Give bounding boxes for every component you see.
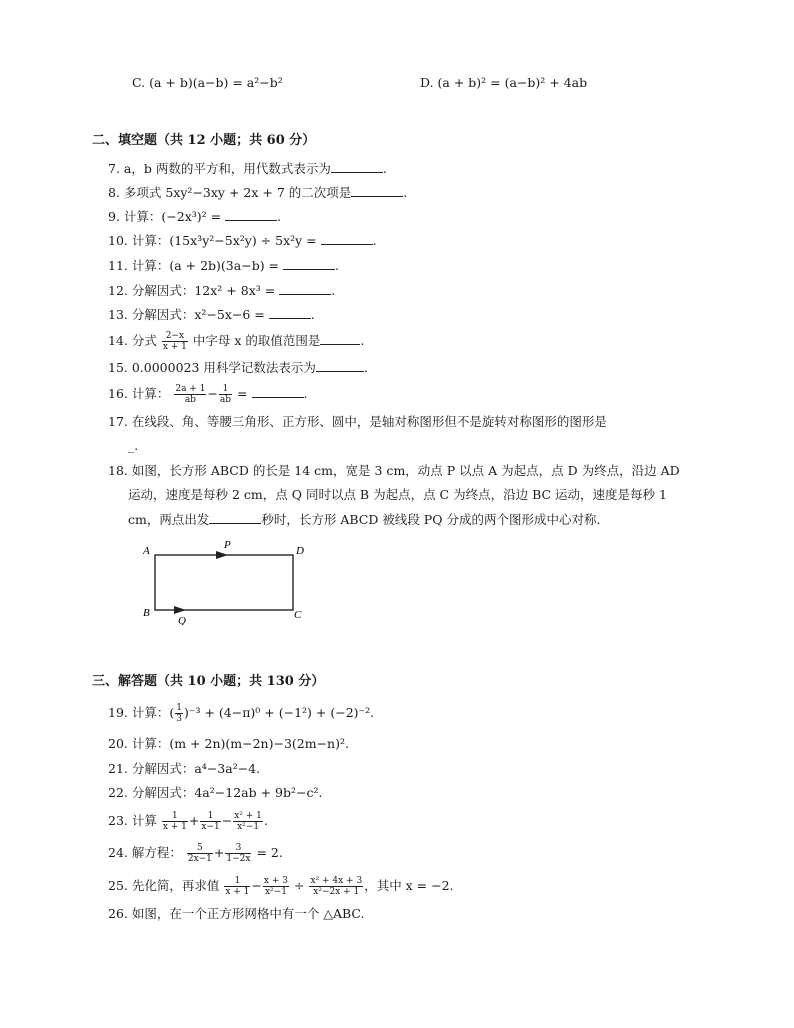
numerator: x² + 4x + 3 xyxy=(310,876,363,886)
question-17-line-2: _. xyxy=(128,438,139,453)
question-18-line-2: 运动，速度是每秒 2 cm，点 Q 同时以点 B 为起点，点 C 为终点，沿边 BC 运动，速度是每秒 1 xyxy=(128,487,667,502)
answer-blank xyxy=(269,305,311,319)
question-11: 11. 计算：(a + 2b)(3a−b) = . xyxy=(108,258,339,273)
option-c: C. (a + b)(a−b) = a²−b² xyxy=(132,75,283,90)
question-11-text: 11. 计算：(a + 2b)(3a−b) = xyxy=(108,258,280,273)
question-24 xyxy=(108,843,283,864)
numerator: 2−x xyxy=(162,331,188,342)
question-7-text: 7. a，b 两数的平方和，用代数式表示为 xyxy=(108,161,331,176)
question-25-tail: ，其中 x = −2. xyxy=(364,878,454,893)
option-d: D. (a + b)² = (a−b)² + 4ab xyxy=(420,75,588,90)
fraction xyxy=(175,703,183,724)
question-24-tail: = 2. xyxy=(256,845,283,860)
question-20: 20. 计算：(m + 2n)(m−2n)−3(2m−n)². xyxy=(108,736,349,751)
divide-sign: ÷ xyxy=(293,878,305,893)
question-21: 21. 分解因式：a⁴−3a²−4. xyxy=(108,761,261,776)
numerator: 1 xyxy=(224,876,250,887)
question-9-text: 9. 计算：(−2x³)² = xyxy=(108,209,222,224)
fraction xyxy=(162,331,188,352)
label-p: P xyxy=(224,540,231,551)
denominator: ab xyxy=(219,395,232,405)
question-19: 19. 计算：( $\frac{1}{3}$ )⁻³ + (4−π)⁰ + (−1²) + (−2)⁻². xyxy=(108,703,375,724)
denominator: 3 xyxy=(176,714,182,724)
numerator: x + 3 xyxy=(263,876,288,886)
question-17-line-1: 17. 在线段、角、等腰三角形、正方形、圆中，是轴对称图形但不是旋转对称图形的图形是 xyxy=(108,414,607,429)
question-8-text: 8. 多项式 5xy²−3xy + 2x + 7 的二次项是 xyxy=(108,185,352,200)
answer-blank xyxy=(331,159,383,173)
numerator: 2a + 1 xyxy=(175,384,206,394)
plus-sign: + xyxy=(213,845,225,860)
denominator: x + 1 xyxy=(225,887,250,897)
numerator: 1 xyxy=(200,811,220,822)
minus-sign: − xyxy=(221,813,233,828)
question-10-text: 10. 计算：(15x³y²−5x²y) ÷ 5x²y = xyxy=(108,233,317,248)
numerator: 3 xyxy=(225,843,251,854)
denominator: 2x−1 xyxy=(187,854,212,864)
question-14: 14. 分式 $\frac{2-x}{x + 1}$ 中字母 x 的取值范围是 . xyxy=(108,331,365,352)
question-12: 12. 分解因式：12x² + 8x³ = . xyxy=(108,283,336,298)
question-18-line-3-lead: cm，两点出发 xyxy=(128,512,210,527)
answer-blank xyxy=(321,231,373,245)
question-16: 16. 计算： $\frac{2a + 1}{ab}$ − $\frac{1}{ab}$ = . xyxy=(108,384,308,405)
fraction xyxy=(225,843,251,864)
answer-blank xyxy=(283,256,335,270)
label-b: B xyxy=(143,607,150,619)
equals-sign: = xyxy=(237,386,248,401)
question-9: 9. 计算：(−2x³)² = . xyxy=(108,209,282,224)
fraction xyxy=(187,843,213,864)
denominator: x²−1 xyxy=(264,887,287,897)
answer-blank xyxy=(209,510,261,524)
fraction xyxy=(309,876,363,897)
numerator: 1 xyxy=(162,811,188,822)
answer-blank xyxy=(225,207,277,221)
fraction xyxy=(224,876,250,897)
question-19-text: ⁻³ + (4−π)⁰ + (−1²) + (−2)⁻². xyxy=(188,705,375,720)
fraction xyxy=(162,811,188,832)
minus-sign: − xyxy=(207,386,218,401)
numerator: x² + 1 xyxy=(234,811,262,821)
denominator: ab xyxy=(184,395,196,405)
question-15: 15. 0.0000023 用科学记数法表示为 . xyxy=(108,360,368,375)
denominator: x−1 xyxy=(201,822,220,832)
label-q: Q xyxy=(178,615,186,625)
question-25 xyxy=(108,876,454,897)
question-18-line-3-tail: 秒时，长方形 ABCD 被线段 PQ 分成的两个图形成中心对称. xyxy=(261,512,601,527)
question-18-line-3 xyxy=(128,510,600,529)
numerator: 1 xyxy=(219,384,232,395)
fraction xyxy=(219,384,232,405)
denominator: x + 1 xyxy=(162,822,187,832)
question-15-text: 15. 0.0000023 用科学记数法表示为 xyxy=(108,360,316,375)
answer-blank xyxy=(316,358,364,372)
question-24-lead: 24. 解方程： xyxy=(108,845,182,860)
fraction xyxy=(200,811,220,832)
question-7: 7. a，b 两数的平方和，用代数式表示为 . xyxy=(108,161,387,176)
question-14-lead: 14. 分式 xyxy=(108,333,157,348)
plus-sign: + xyxy=(188,813,200,828)
answer-blank xyxy=(279,281,331,295)
fraction xyxy=(174,384,206,405)
rectangle-outline xyxy=(155,555,293,610)
question-16-lead: 16. 计算： xyxy=(108,386,170,401)
answer-blank xyxy=(320,331,360,345)
question-25-lead: 25. 先化简，再求值 xyxy=(108,878,220,893)
denominator: x + 1 xyxy=(162,342,187,352)
arrow-q-icon xyxy=(174,606,186,614)
numerator: 5 xyxy=(187,843,213,854)
numerator: 1 xyxy=(176,703,182,713)
question-10: 10. 计算：(15x³y²−5x²y) ÷ 5x²y = . xyxy=(108,233,377,248)
period: . xyxy=(263,813,268,828)
arrow-p-icon xyxy=(216,551,228,559)
question-14-text: 中字母 x 的取值范围是 xyxy=(192,333,321,348)
denominator: 1−2x xyxy=(226,854,251,864)
section-answer-title: 三、解答题（共 10 小题；共 130 分） xyxy=(92,674,325,689)
question-23 xyxy=(108,811,268,832)
question-19-lead: 19. 计算： xyxy=(108,705,170,720)
denominator: x²−1 xyxy=(237,822,260,832)
denominator: x²−2x + 1 xyxy=(313,887,360,897)
answer-blank xyxy=(351,183,403,197)
label-a: A xyxy=(143,545,150,557)
answer-blank xyxy=(252,384,304,398)
rectangle-abcd-figure xyxy=(140,540,320,625)
section-fill-blank-title: 二、填空题（共 12 小题；共 60 分） xyxy=(92,133,316,148)
fraction xyxy=(263,876,289,897)
question-23-lead: 23. 计算 xyxy=(108,813,157,828)
question-22: 22. 分解因式：4a²−12ab + 9b²−c². xyxy=(108,785,323,800)
label-c: C xyxy=(294,609,302,621)
question-18-line-1: 18. 如图，长方形 ABCD 的长是 14 cm，宽是 3 cm，动点 P 以点 A 为起点，点 D 为终点，沿边 AD xyxy=(108,463,680,478)
label-d: D xyxy=(296,545,304,557)
fraction xyxy=(233,811,263,832)
question-13-text: 13. 分解因式：x²−5x−6 = xyxy=(108,307,265,322)
minus-sign: − xyxy=(251,878,262,893)
question-26: 26. 如图，在一个正方形网格中有一个 △ABC. xyxy=(108,906,365,921)
question-8: 8. 多项式 5xy²−3xy + 2x + 7 的二次项是 . xyxy=(108,185,408,200)
question-12-text: 12. 分解因式：12x² + 8x³ = xyxy=(108,283,276,298)
question-13: 13. 分解因式：x²−5x−6 = . xyxy=(108,307,315,322)
